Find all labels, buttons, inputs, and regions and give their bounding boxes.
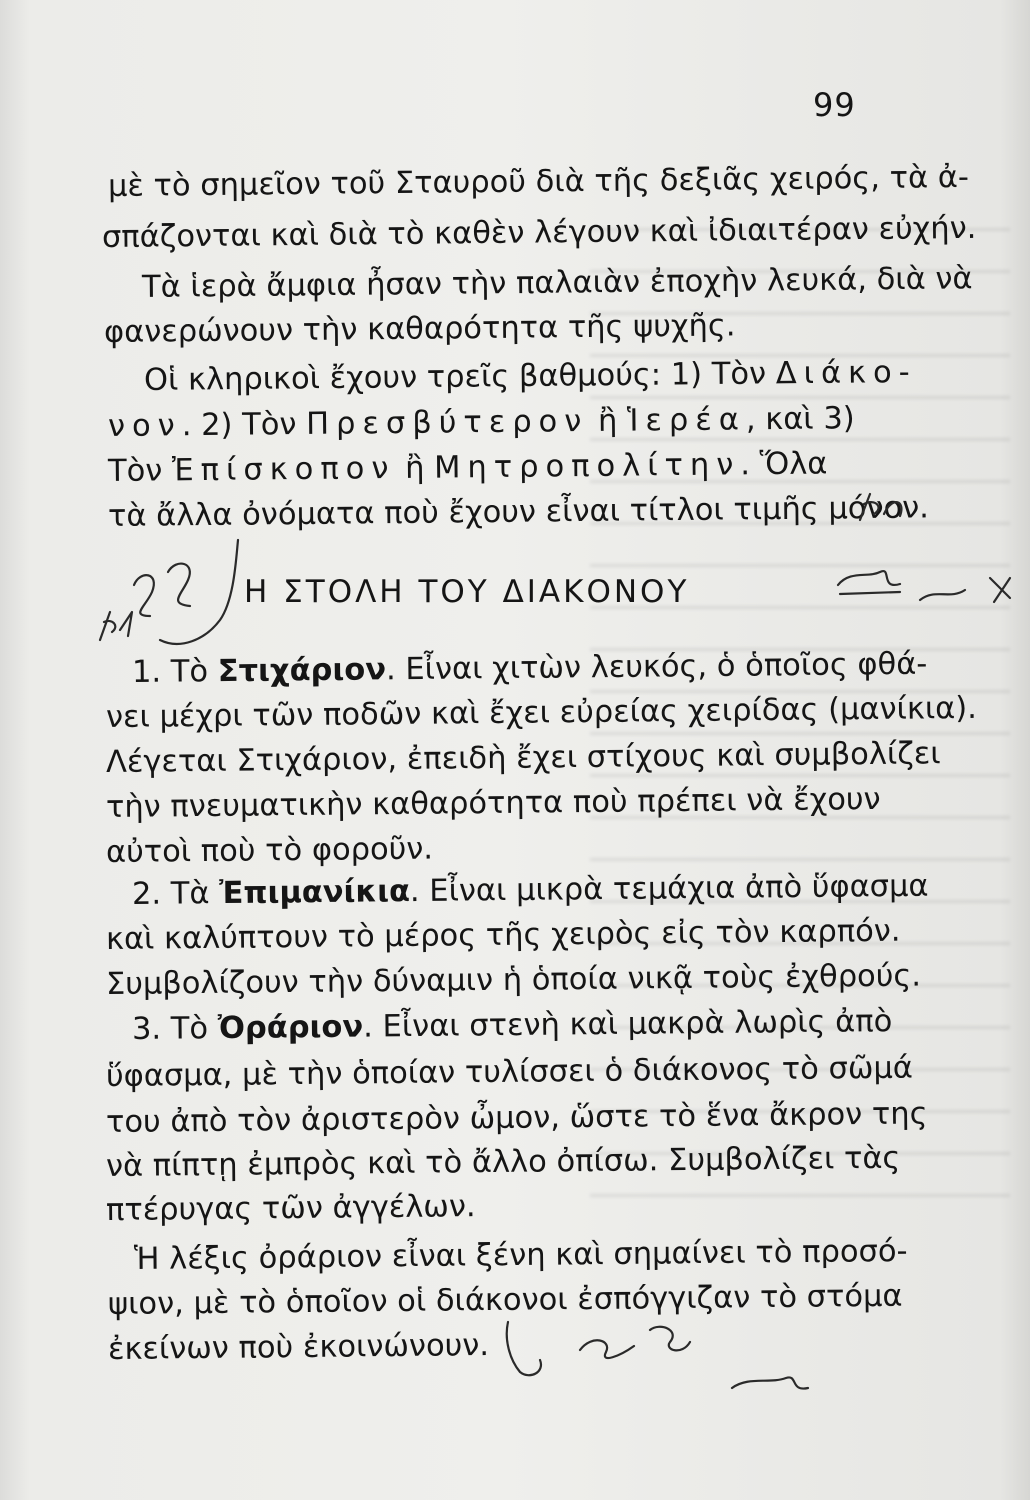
text-line: μὲ τὸ σημεῖον τοῦ Σταυροῦ διὰ τῆς δεξιᾶς χειρός, τὰ ἀ- [107,159,970,204]
term-epimanikia: Ἐπιμανίκια [219,874,411,912]
text-line: πτέρυγας τῶν ἀγγέλων. [105,1189,476,1228]
text-line: ὕφασμα, μὲ τὴν ὁποίαν τυλίσσει ὁ διάκονος τὸ σῶμά [105,1050,914,1094]
section-heading: Η ΣΤΟΛΗ ΤΟΥ ΔΙΑΚΟΝΟΥ [244,574,690,610]
text-line: νει μέχρι τῶν ποδῶν καὶ ἔχει εὐρείας χειρίδας (μανίκια). [105,690,978,735]
text-line: τὴν πνευματικὴν καθαρότητα ποὺ πρέπει νὰ ἔχουν [105,781,881,825]
text-line: σπάζονται καὶ διὰ τὸ καθὲν λέγουν καὶ ἰδιαιτέραν εὐχήν. [101,210,977,255]
term-orarion: Ὀράριον [217,1009,364,1047]
text-line: ψιον, μὲ τὸ ὁποῖον οἱ διάκονοι ἐσπόγγιζαν τὸ στόμα [107,1278,903,1322]
text-line: νον. 2) Τὸν Πρεσβύτερον ἢ Ἱερέα, καὶ 3) [107,401,855,444]
text-line: Συμβολίζουν τὴν δύναμιν ἡ ὁποία νικᾷ τοὺς ἐχθρούς. [105,958,922,1002]
pen-squiggle-bottom [732,1377,808,1388]
text-line: Λέγεται Στιχάριον, ἐπειδὴ ἔχει στίχους καὶ συμβολίζει [105,736,941,780]
text-line: Τὸν Ἐπίσκοπον ἢ Μητροπολίτην. Ὅλα [107,446,828,489]
text-line: τὰ ἄλλα ὀνόματα ποὺ ἔχουν εἶναι τίτλοι τιμῆς μόνον. [107,490,930,534]
text-line: φανερώνουν τὴν καθαρότητα τῆς ψυχῆς. [103,308,736,350]
pen-initials-mark [100,612,132,640]
text-line: Τὰ ἱερὰ ἄμφια ἦσαν τὴν παλαιὰν ἐποχὴν λευκά, διὰ νὰ [141,261,973,305]
text-line: καὶ καλύπτουν τὸ μέρος τῆς χειρὸς εἰς τὸν καρπόν. [105,913,901,957]
text-line: αὐτοὶ ποὺ τὸ φοροῦν. [105,831,434,870]
pen-number-22-mark [134,564,190,616]
text-line: ἐκείνων ποὺ ἐκοινώνουν. [107,1328,490,1367]
text-line: του ἀπὸ τὸν ἀριστερὸν ὦμον, ὥστε τὸ ἕνα ἄκρον της [105,1096,928,1140]
pen-bracket-mark [160,540,238,644]
text-line: 2. Τὰ Ἐπιμανίκια. Εἶναι μικρὰ τεμάχια ἀπὸ ὕφασμα [131,868,929,912]
pen-bracket-bottom [507,1322,541,1375]
term-stichario: Στιχάριον [217,652,387,690]
text-line: νὰ πίπτῃ ἐμπρὸς καὶ τὸ ἄλλο ὀπίσω. Συμβολίζει τὰς [105,1140,901,1184]
text-line: Οἱ κληρικοὶ ἔχουν τρεῖς βαθμούς: 1) Τὸν Διάκο- [143,354,917,398]
pen-signature-bottom [580,1327,690,1358]
page-number: 99 [813,86,856,124]
text-line: 3. Τὸ Ὀράριον. Εἶναι στενὴ καὶ μακρὰ λωρὶς ἀπὸ [131,1004,893,1047]
text-line: Ἡ λέξις ὀράριον εἶναι ξένη καὶ σημαίνει τὸ προσό- [133,1233,908,1277]
text-line: 1. Τὸ Στιχάριον. Εἶναι χιτὼν λευκός, ὁ ὁποῖος φθά- [131,646,928,690]
